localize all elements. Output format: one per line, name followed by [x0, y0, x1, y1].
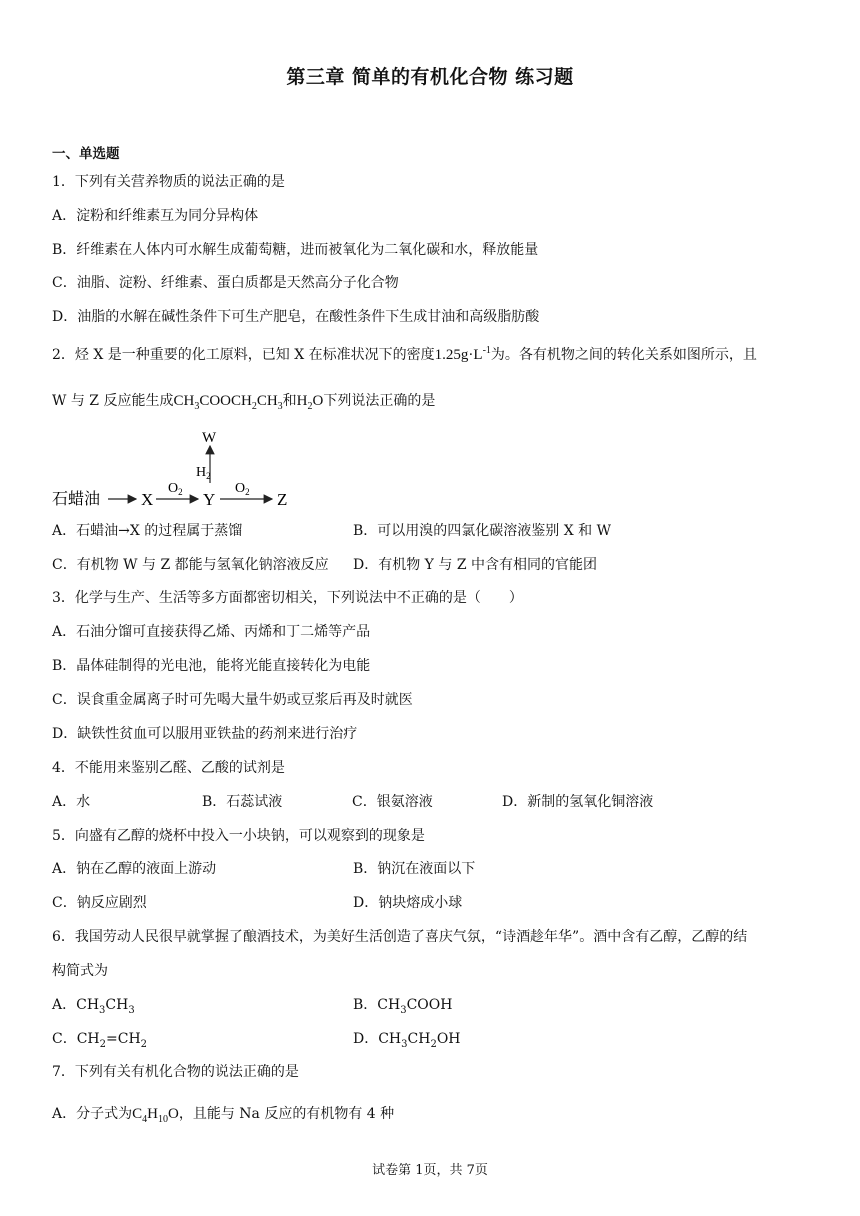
q2-option-b: B．可以用溴的四氯化碳溶液鉴别 X 和 W — [353, 523, 611, 539]
q6-stem-line1: 6．我国劳动人民很早就掌握了酿酒技术，为美好生活创造了喜庆气氛，“诗酒趁年华”。酒中含有乙醇，乙醇的结 — [52, 929, 748, 945]
diagram-z-label: Z — [277, 490, 288, 509]
q2-stem-line1: 2．烃 X 是一种重要的化工原料，已知 X 在标准状况下的密度$1.25g\cdot L^{-1}$为。各有机物之间的转化关系如图所示，且 — [52, 345, 757, 363]
water-formula: $H_2O$ — [296, 393, 324, 412]
density-value: $1.25g\cdot L^{-1}$ — [434, 345, 491, 363]
q5-option-c: C．钠反应剧烈 — [52, 895, 147, 911]
q3-option-a: A．石油分馏可直接获得乙烯、丙烯和丁二烯等产品 — [52, 624, 371, 640]
q1-option-c: C．油脂、淀粉、纤维素、蛋白质都是天然高分子化合物 — [52, 275, 399, 291]
q4-option-a: A．水 — [52, 794, 91, 810]
q4-option-d: D．新制的氢氧化铜溶液 — [502, 794, 654, 810]
reagent-h2: $H_2$ — [196, 465, 211, 481]
q2-option-d: D．有机物 Y 与 Z 中含有相同的官能团 — [353, 557, 597, 573]
ester-formula: $CH_3COOCH_2CH_3$ — [173, 393, 283, 412]
q7-stem: 7．下列有关有机化合物的说法正确的是 — [52, 1064, 299, 1080]
diagram-start-label: 石蜡油 — [52, 491, 101, 508]
q4-option-b: B．石蕊试液 — [202, 794, 283, 810]
q7-option-a: A．分子式为$C_4H_{10}O$，且能与 Na 反应的有机物有 4 种 — [52, 1106, 395, 1125]
q3-option-c: C．误食重金属离子时可先喝大量牛奶或豆浆后再及时就医 — [52, 692, 413, 708]
page-footer: 试卷第 1页，共 7页 — [372, 1163, 488, 1178]
q6-option-d: D．$CH_3CH_2OH$ — [353, 1031, 461, 1050]
q3-option-d: D．缺铁性贫血可以服用亚铁盐的药剂来进行治疗 — [52, 726, 358, 742]
q5-option-b: B．钠沉在液面以下 — [353, 861, 476, 877]
q1-option-d: D．油脂的水解在碱性条件下可生产肥皂，在酸性条件下生成甘油和高级脂肪酸 — [52, 309, 540, 325]
c4h10o-formula: $C_4H_{10}O$ — [132, 1106, 179, 1125]
q4-stem: 4．不能用来鉴别乙醛、乙酸的试剂是 — [52, 760, 285, 776]
reagent-o2-first: $O_2$ — [168, 481, 183, 497]
q5-option-d: D．钠块熔成小球 — [353, 895, 463, 911]
diagram-y-label: Y — [203, 490, 216, 509]
diagram-w-label: W — [202, 430, 217, 446]
q3-option-b: B．晶体硅制得的光电池，能将光能直接转化为电能 — [52, 658, 371, 674]
q1-stem: 1．下列有关营养物质的说法正确的是 — [52, 174, 285, 190]
q4-option-c: C．银氨溶液 — [352, 794, 433, 810]
q3-stem: 3．化学与生产、生活等多方面都密切相关，下列说法中不正确的是（ ） — [52, 590, 523, 606]
q2-option-c: C．有机物 W 与 Z 都能与氢氧化钠溶液反应 — [52, 557, 329, 573]
page-title: 第三章 简单的有机化合物 练习题 — [286, 66, 574, 88]
q2-option-a: A．石蜡油→X 的过程属于蒸馏 — [52, 523, 243, 539]
diagram-x-label: X — [141, 490, 154, 509]
conversion-diagram — [52, 428, 312, 514]
q6-option-b: B．$CH_3COOH$ — [353, 997, 453, 1016]
section-heading: 一、单选题 — [52, 146, 120, 162]
q6-stem-line2: 构简式为 — [52, 963, 108, 979]
q5-option-a: A．钠在乙醇的液面上游动 — [52, 861, 217, 877]
q6-option-a: A．$CH_3CH_3$ — [52, 997, 135, 1016]
q1-option-a: A．淀粉和纤维素互为同分异构体 — [52, 208, 259, 224]
reagent-o2-second: $O_2$ — [235, 481, 250, 497]
q1-option-b: B．纤维素在人体内可水解生成葡萄糖，进而被氧化为二氧化碳和水，释放能量 — [52, 242, 539, 258]
q5-stem: 5．向盛有乙醇的烧杯中投入一小块钠，可以观察到的现象是 — [52, 828, 425, 844]
q2-stem-line2: W 与 Z 反应能生成$CH_3COOCH_2CH_3$和$H_2O$下列说法正确的是 — [52, 393, 436, 412]
q6-option-c: C．$CH_2=CH_2$ — [52, 1031, 148, 1050]
